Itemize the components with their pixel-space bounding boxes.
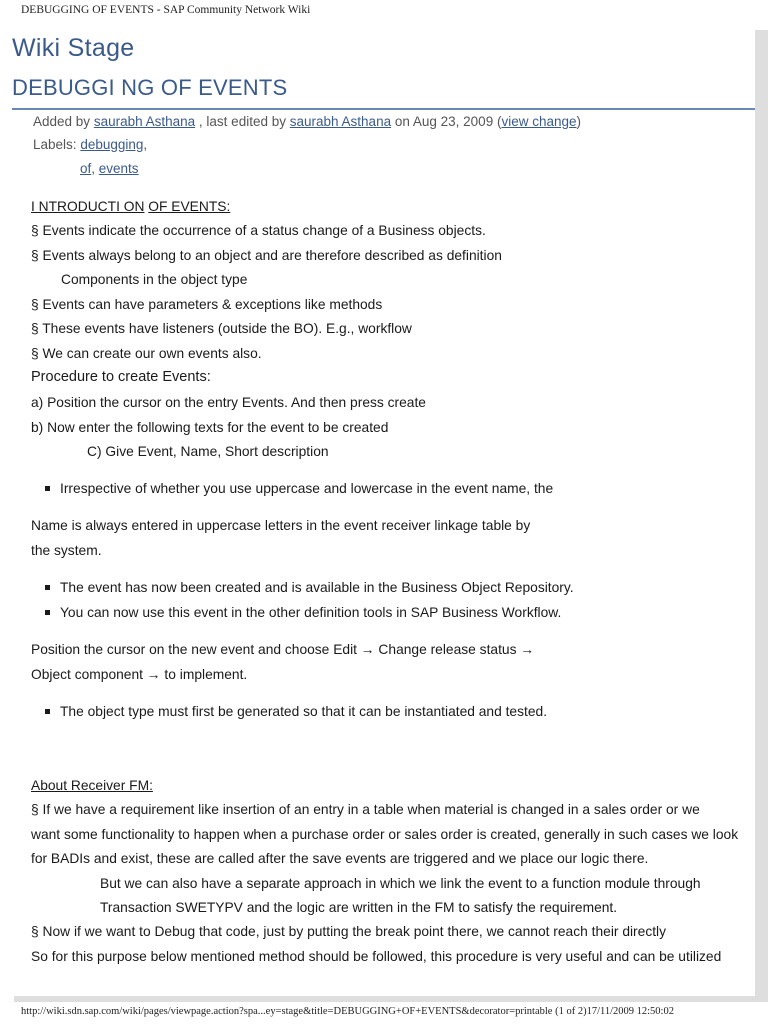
author-link[interactable]: saurabh Asthana [93, 114, 196, 129]
labels-row-2: of, events [80, 161, 139, 176]
labels-label: Labels: [33, 137, 77, 152]
intro-line: § Events can have parameters & exceptions like methods [31, 297, 383, 312]
bullet-square-icon [45, 610, 50, 615]
labels-row: Labels: debugging, [33, 137, 148, 152]
intro-line: § Events indicate the occurrence of a status change of a Business objects. [31, 223, 486, 238]
receiver-line: But we can also have a separate approach in which we link the event to a function module through [100, 876, 701, 891]
added-by-label: Added by [33, 114, 91, 129]
body-paragraph-line: Object component → to implement. [31, 667, 248, 682]
page-title: DEBUGGI NG OF EVENTS [12, 75, 288, 100]
bottom-page-border [14, 996, 768, 1002]
bullet-text: The event has now been created and is available in the Business Object Repository. [60, 580, 574, 595]
receiver-line: § Now if we want to Debug that code, just by putting the break point there, we cannot reach their directly [31, 924, 667, 939]
bullet-item [31, 704, 548, 719]
space-title[interactable]: Wiki Stage [12, 34, 135, 62]
intro-line: § We can create our own events also. [31, 346, 262, 361]
intro-heading-part-2: OF EVENTS: [148, 199, 231, 214]
bullet-item [31, 580, 574, 595]
view-change-link[interactable]: view change [501, 114, 577, 129]
receiver-line: want some functionality to happen when a purchase order or sales order is created, generally in such cases we look [31, 827, 739, 842]
receiver-line: § If we have a requirement like insertion of an entry in a table when material is changed in a sales order or we [31, 802, 700, 817]
label-link-debugging[interactable]: debugging [80, 137, 144, 152]
browser-footer-url: http://wiki.sdn.sap.com/wiki/pages/viewpage.action?spa...ey=stage&title=DEBUGGING+OF+EVENTS&decorator=printable (1 of 2)17/11/2009 12:50:02 [21, 1006, 674, 1017]
procedure-line: b) Now enter the following texts for the event to be created [31, 420, 389, 435]
title-divider [12, 108, 755, 110]
bullet-text: You can now use this event in the other definition tools in SAP Business Workflow. [60, 605, 562, 620]
label-link-of[interactable]: of [80, 161, 92, 176]
bullet-square-icon [45, 709, 50, 714]
intro-line: Components in the object type [61, 272, 248, 287]
receiver-heading: About Receiver FM: [31, 778, 153, 793]
body-paragraph-line: Name is always entered in uppercase letters in the event receiver linkage table by [31, 518, 531, 533]
intro-line: § Events always belong to an object and are therefore described as definition [31, 248, 502, 263]
edited-by-label: , last edited by [198, 114, 286, 129]
procedure-line: a) Position the cursor on the entry Events. And then press create [31, 395, 426, 410]
receiver-line: So for this purpose below mentioned method should be followed, this procedure is very useful and can be utilized [31, 949, 722, 964]
editor-link[interactable]: saurabh Asthana [289, 114, 392, 129]
bullet-text: The object type must first be generated so that it can be instantiated and tested. [60, 704, 548, 719]
browser-page-header: DEBUGGING OF EVENTS - SAP Community Network Wiki [21, 4, 311, 16]
receiver-line: for BADIs and exist, these are called after the save events are triggered and we place our logic there. [31, 851, 649, 866]
body-paragraph-line: the system. [31, 543, 102, 558]
bullet-item [31, 605, 562, 620]
bullet-text: Irrespective of whether you use uppercase and lowercase in the event name, the [60, 481, 554, 496]
right-page-border [755, 30, 768, 996]
label-link-events[interactable]: events [98, 161, 139, 176]
procedure-heading: Procedure to create Events: [31, 369, 211, 385]
receiver-line: Transaction SWETYPV and the logic are written in the FM to satisfy the requirement. [100, 900, 618, 915]
procedure-line: C) Give Event, Name, Short description [87, 444, 329, 459]
intro-heading [31, 199, 230, 214]
edit-date: on Aug 23, 2009 [394, 114, 494, 129]
page-metadata: Added by saurabh Asthana , last edited by saurabh Asthana on Aug 23, 2009 (view change) [33, 114, 582, 129]
bullet-square-icon [45, 585, 50, 590]
body-paragraph-line: Position the cursor on the new event and choose Edit → Change release status → [31, 642, 535, 657]
bullet-square-icon [45, 486, 50, 491]
intro-line: § These events have listeners (outside the BO). E.g., workflow [31, 321, 412, 336]
intro-heading-part-1: I NTRODUCTI ON [31, 199, 145, 214]
bullet-item [31, 481, 554, 496]
